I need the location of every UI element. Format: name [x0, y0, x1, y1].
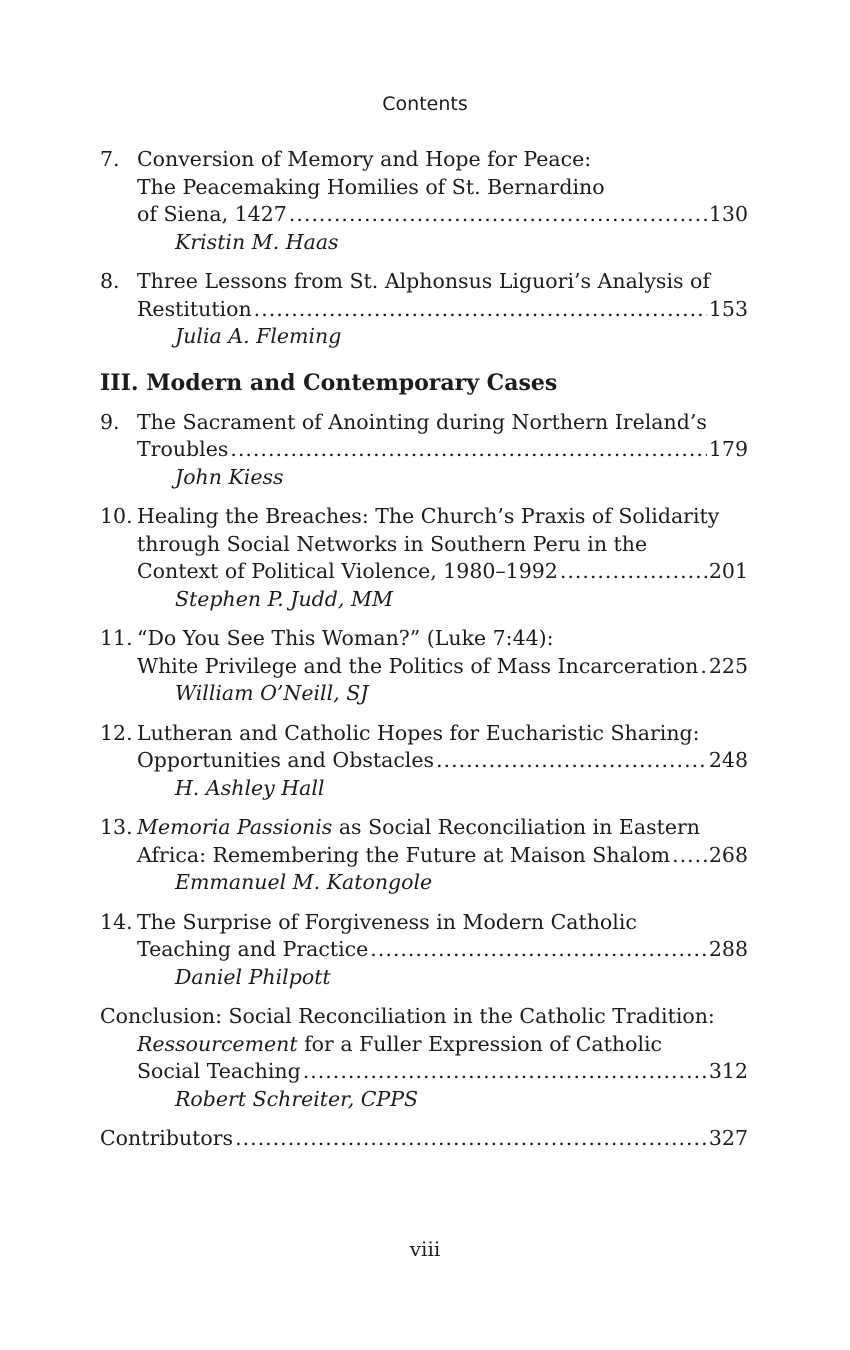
toc-entry-14[interactable]	[100, 909, 748, 992]
entry-leader-line	[137, 436, 748, 464]
leader-dots	[560, 558, 707, 586]
page-number: 312	[708, 1059, 748, 1083]
entry-title-line: Lutheran and Catholic Hopes for Eucharistic Sharing:	[137, 720, 700, 745]
running-head: Contents	[382, 93, 468, 115]
entry-title-line: Restitution	[137, 296, 252, 321]
entry-number: 13.	[100, 815, 133, 839]
entry-leader-line	[137, 936, 748, 964]
entry-title-line: The Peacemaking Homilies of St. Bernardino	[137, 174, 605, 199]
entry-title-line: Conversion of Memory and Hope for Peace:	[137, 147, 592, 171]
entry-title-line: Social Teaching	[137, 1059, 301, 1083]
entry-leader-line	[137, 558, 748, 586]
entry-title-line: The Sacrament of Anointing during Northern Ireland’s	[137, 409, 707, 434]
toc-entry-contributors[interactable]	[100, 1125, 748, 1153]
entry-title-line: Troubles	[137, 437, 229, 461]
leader-dots	[672, 842, 707, 870]
page-folio: viii	[409, 1237, 441, 1261]
italic-title-phrase: Ressourcement	[137, 1031, 298, 1056]
entry-author: John Kiess	[175, 464, 284, 489]
entry-number: 10.	[100, 504, 133, 528]
entry-leader-line	[137, 842, 748, 870]
entry-author: Julia A. Fleming	[175, 324, 342, 348]
entry-title-text: as Social Reconciliation in Eastern	[332, 815, 700, 839]
entry-title-line: Three Lessons from St. Alphonsus Liguori’s Analysis of	[137, 269, 710, 293]
page-number: 153	[708, 296, 748, 321]
page-number: 130	[708, 202, 748, 226]
entry-title-line	[137, 814, 748, 842]
toc-entry-7[interactable]	[100, 146, 748, 256]
entry-title-line: of Siena, 1427	[137, 202, 287, 226]
entry-number: 12.	[100, 720, 133, 745]
entry-author: H. Ashley Hall	[175, 775, 325, 800]
entry-leader-line	[100, 1125, 748, 1153]
leader-dots	[303, 1058, 707, 1086]
entry-author: Daniel Philpott	[175, 964, 331, 989]
entry-leader-line	[137, 201, 748, 229]
page-number: 327	[708, 1126, 748, 1150]
page-number: 225	[708, 653, 748, 678]
entry-author: Stephen P. Judd, MM	[175, 586, 393, 611]
toc-entry-8[interactable]	[100, 268, 748, 351]
page-number: 179	[708, 437, 748, 461]
page-number: 248	[708, 748, 748, 772]
toc-entry-13[interactable]	[100, 814, 748, 897]
entry-leader-line	[137, 296, 748, 324]
page-number: 288	[708, 937, 748, 961]
entry-title-line: Opportunities and Obstacles	[137, 748, 435, 772]
entry-number: 14.	[100, 909, 133, 934]
entry-title-line: White Privilege and the Politics of Mass Incarceration	[137, 653, 699, 678]
entry-title-line: Conclusion: Social Reconciliation in the Catholic Tradition:	[100, 1004, 715, 1028]
entry-title-line	[137, 1031, 748, 1059]
table-of-contents	[100, 146, 748, 1153]
leader-dots	[230, 436, 707, 464]
entry-author: William O’Neill, SJ	[175, 681, 369, 705]
leader-dots	[235, 1125, 707, 1153]
toc-entry-12[interactable]	[100, 720, 748, 803]
entry-leader-line	[137, 1058, 748, 1086]
entry-title-line: The Surprise of Forgiveness in Modern Catholic	[137, 909, 637, 934]
leader-dots	[436, 747, 707, 775]
toc-entry-9[interactable]	[100, 409, 748, 492]
leader-dots	[700, 653, 707, 681]
entry-leader-line	[137, 653, 748, 681]
toc-entry-conclusion[interactable]	[100, 1003, 748, 1113]
entry-number: 9.	[100, 409, 120, 434]
leader-dots	[289, 201, 707, 229]
entry-number: 11.	[100, 626, 133, 650]
section-heading: III. Modern and Contemporary Cases	[100, 369, 558, 396]
entry-title-line: Teaching and Practice	[137, 937, 369, 961]
leader-dots	[254, 296, 707, 324]
entry-number: 8.	[100, 269, 120, 293]
italic-title-phrase: Memoria Passionis	[137, 815, 333, 839]
entry-title-line: Contributors	[100, 1126, 234, 1150]
entry-author: Robert Schreiter, CPPS	[175, 1086, 419, 1111]
entry-leader-line	[137, 747, 748, 775]
leader-dots	[370, 936, 707, 964]
entry-title-line: through Social Networks in Southern Peru in the	[137, 531, 648, 556]
entry-author: Kristin M. Haas	[175, 229, 339, 254]
entry-title-line: Africa: Remembering the Future at Maison Shalom	[137, 842, 671, 867]
page-number: 201	[708, 559, 748, 583]
page-number: 268	[708, 842, 748, 867]
entry-number: 7.	[100, 147, 120, 171]
entry-author: Emmanuel M. Katongole	[175, 870, 433, 894]
entry-title-line: “Do You See This Woman?” (Luke 7:44):	[137, 626, 554, 650]
toc-entry-10[interactable]	[100, 503, 748, 613]
entry-title-line: Healing the Breaches: The Church’s Praxis of Solidarity	[137, 504, 720, 528]
entry-title-line: Context of Political Violence, 1980–1992	[137, 559, 558, 583]
toc-entry-11[interactable]	[100, 625, 748, 708]
entry-title-text: for a Fuller Expression of Catholic	[297, 1031, 663, 1056]
